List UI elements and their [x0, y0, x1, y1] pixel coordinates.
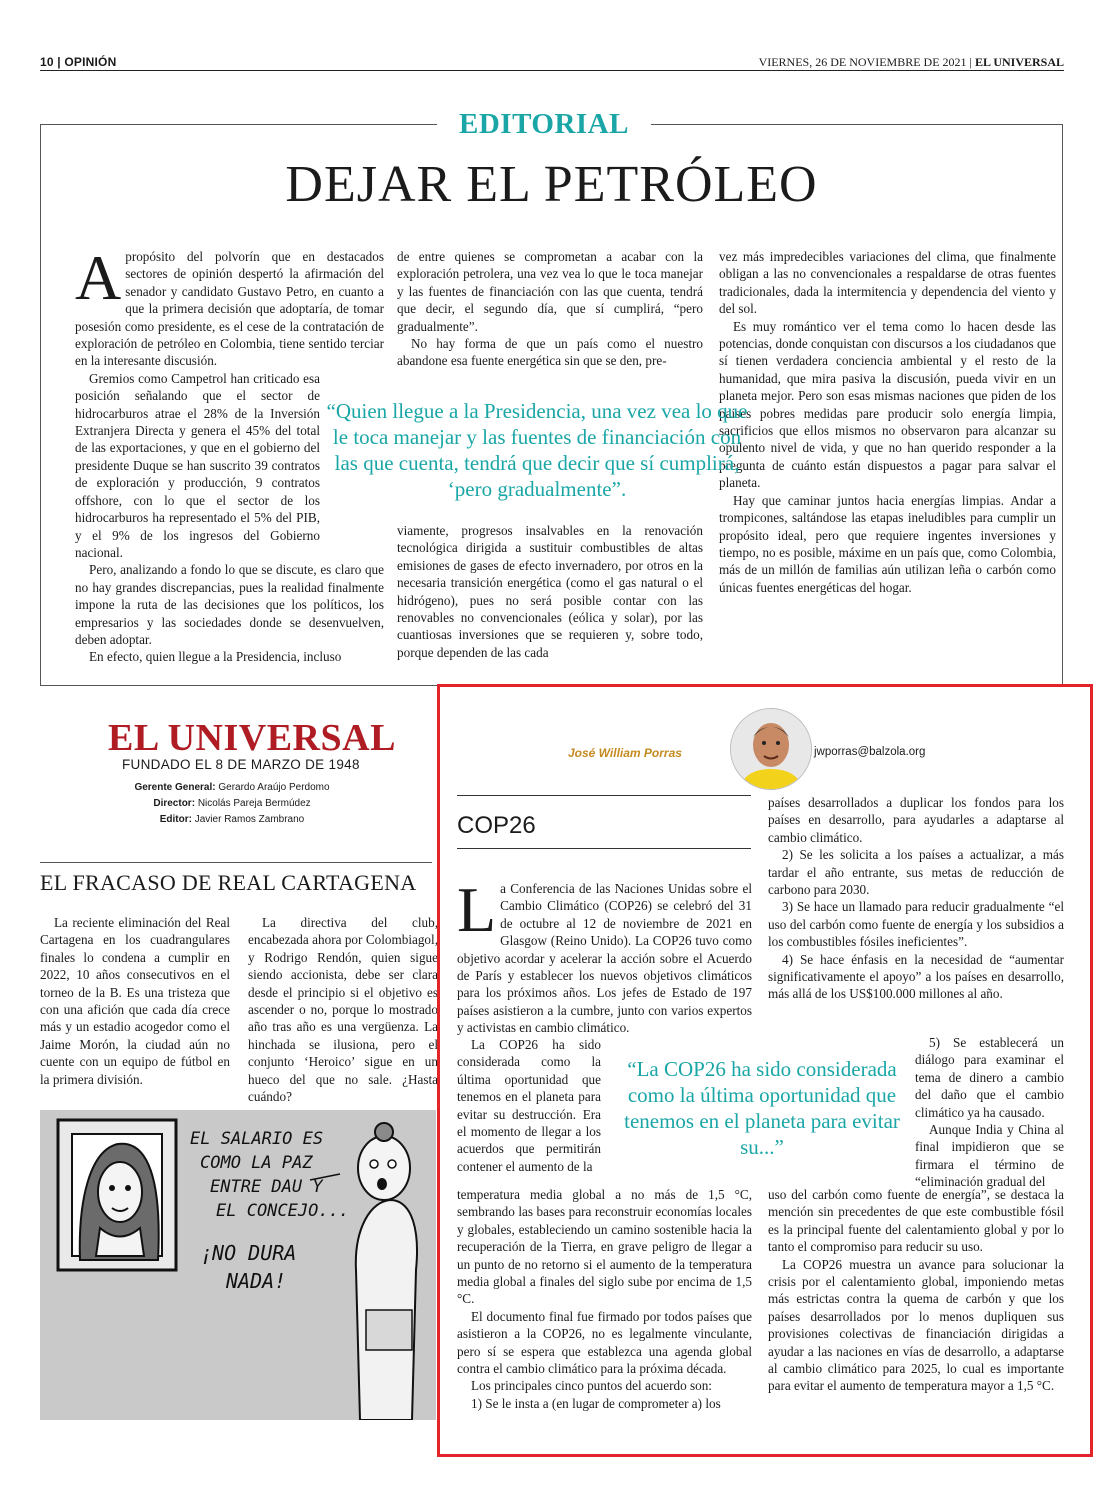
column-body-2c — [768, 1186, 1064, 1395]
column-paragraph: La COP26 ha sido considerada como la última oportunidad que tenemos en el planeta para evitar su destrucción. Era el momento de llegar a los acuerdos que permitirán contener el aumento de la — [457, 1037, 601, 1174]
column-paragraph: El documento final fue firmado por todos países que asistieron a la COP26, no es legalmente vinculante, pero sí se espera que establezca una agenda global contra el cambio climático para la próxima década. — [457, 1308, 752, 1377]
editorial-frame-top-right — [651, 124, 1063, 125]
column-paragraph: 3) Se hace un llamado para reducir gradualmente “el uso del carbón como fuente de energía y los subsidios a los combustibles fósiles ineficientes”. — [768, 899, 1064, 950]
staff-name: Gerardo Araújo Perdomo — [218, 782, 330, 793]
editorial-dropcap: A — [75, 242, 122, 313]
header-divider — [40, 70, 1064, 71]
secondary-column-1 — [40, 914, 230, 1088]
editorial-pullquote: “Quien llegue a la Presidencia, una vez vea lo que le toca manejar y las fuentes de financiación con las que cuenta, tendrá que decir que sí cumplirá, ‘pero gradualmente”. — [326, 399, 748, 501]
column-body-2b — [915, 1034, 1064, 1191]
secondary-column-2 — [248, 914, 438, 1105]
page-date-line — [759, 55, 1064, 70]
column-paragraph: La COP26 muestra un avance para solucionar la crisis por el calentamiento global, imponiendo metas más estrictas contra la quema de carbón y que los países desarrollados por lo menos dupliquen sus provisiones colectivas de financiación dirigidas a ayudar a las naciones en vías de desarrollo, a adaptarse al cambio climático para 2025, lo cual es importante para evitar el aumento de temperatura mayor a 1,5 °C. — [768, 1256, 1064, 1394]
staff-line — [82, 798, 382, 809]
column-body-1c — [457, 1186, 752, 1412]
secondary-headline: EL FRACASO DE REAL CARTAGENA — [40, 870, 417, 895]
column-paragraph: 4) Se hace énfasis en la necesidad de “aumentar significativamente el apoyo” a los países en desarrollo, más allá de los US$100.000 millones al año. — [768, 951, 1064, 1002]
column-paragraph: Aunque India y China al final impidieron que se firmara el término de “eliminación gradual del — [915, 1122, 1064, 1190]
editorial-paragraph: No hay forma de que un país como el nuestro abandone esa fuente energética sin que se den, pre- — [397, 336, 703, 369]
editorial-paragraph: viamente, progresos insalvables en la renovación tecnológica dirigida a sustituir combustibles de altas emisiones de gases de efecto invernadero, por otros en la necesaria transición energética (como el gas natural o el hidrógeno), pues no será posible contar con las renovables no convencionales (eólica y solar), por las cuantiosas inversiones que se requieren y, sobre todo, porque dependen de las cada — [397, 523, 703, 660]
editorial-cartoon — [40, 1110, 436, 1420]
column-paragraph: temperatura media global a no más de 1,5 °C, sembrando las bases para reconstruir economías locales y globales, estableciendo un camino sostenible hacia la recuperación de la Tierra, en grave peligro de llegar a un punto de no retorno si el aumento de la temperatura media global a finales del siglo sube por encima de 1,5 °C. — [457, 1187, 752, 1307]
editorial-paragraph: Hay que caminar juntos hacia energías limpias. Andar a trompicones, saltándose las etapas ineludibles para cumplir un propósito ideal, pero que requiere ingentes inversiones y tiempo, no es posible, máxime en un país que, como Colombia, más de un millón de familias aún utilizan leña o carbón como únicas fuentes energéticas del hogar. — [719, 492, 1056, 595]
cartoon-text: EL SALARIO ES — [190, 1129, 324, 1149]
editorial-column-2 — [397, 248, 703, 370]
editorial-paragraph: vez más impredecibles variaciones del clima, que finalmente obligan a las no convencionales a respaldarse de otras fuentes tradicionales, dada la intermitencia y dependencia del viento y del sol. — [719, 249, 1056, 317]
column-pullquote: “La COP26 ha sido considerada como la última oportunidad que tenemos en el planeta para evitar su...” — [624, 1057, 900, 1159]
editorial-headline: DEJAR EL PETRÓLEO — [285, 156, 818, 213]
editorial-column-2-continued — [397, 522, 703, 661]
staff-name: Nicolás Pareja Bermúdez — [197, 798, 311, 809]
staff-role: Director: — [153, 798, 196, 809]
column-paragraph: 2) Se les solicita a los países a actualizar, a más tardar el año entrante, sus metas de reducción de carbono para 2030. — [768, 847, 1064, 898]
editorial-paragraph: Es muy romántico ver el tema como lo hacen desde las potencias, donde conquistan con discursos a los ciudadanos que sí tienen verdadera conciencia ambiental y el resto de la humanidad, que mira pasiva la discusión, pueda vivir en un planeta mejor. Pero son esas mismas naciones que piden de los países pobres medidas pare producir solo energía limpia, sacrificios que ellos mismos no observaron para alcanzar su opulento nivel de vida, y que no han querido responder a la pregunta de cuánto están dispuestos a pagar para salvar el planeta. — [719, 318, 1056, 491]
editorial-label: EDITORIAL — [459, 108, 629, 140]
author-name: José William Porras — [568, 746, 682, 760]
column-paragraph: 5) Se establecerá un diálogo para examinar el tema de dinero a cambio del daño que el cambio climático ya ha causado. — [915, 1035, 1064, 1120]
column-paragraph: países desarrollados a duplicar los fondos para los países en desarrollo, para ayudarles a adaptarse al cambio climático. — [768, 795, 1064, 845]
column-body-2 — [768, 794, 1064, 1003]
editorial-paragraph: de entre quienes se comprometan a acabar con la exploración petrolera, una vez vea lo que le toca manejar y las fuentes de financiación con las que cuenta, tendrá que decir, el segundo día, que sí cumplirá, “pero gradualmente”. — [397, 249, 703, 334]
editorial-frame-top-left — [40, 124, 437, 125]
column-paragraph: a Conferencia de las Naciones Unidas sobre el Cambio Climático (COP26) se celebró del 31 de octubre al 12 de noviembre de 2021 en Glasgow (Reino Unido). La COP26 tuvo como objetivo acordar y acelerar la acción sobre el Acuerdo de París y establecer los nuevos objetivos climáticos para los próximos años. Los jefes de Estado de 197 países asistieron a la cumbre, junto con varios expertos y activistas en cambio climático. — [457, 881, 752, 1036]
date-text: VIERNES, 26 DE NOVIEMBRE DE 2021 | — [758, 55, 972, 69]
author-email[interactable]: jwporras@balzola.org — [814, 746, 926, 758]
cartoon-text: ENTRE DAU Y — [210, 1177, 323, 1197]
column-paragraph: uso del carbón como fuente de energía”, se destaca la mención sin precedentes de que este combustible fósil es la principal fuente del calentamiento global y por lo tanto el compromiso para reducir su uso. — [768, 1187, 1064, 1255]
column-title-divider-top — [457, 795, 751, 796]
column-dropcap: L — [457, 874, 497, 945]
editorial-paragraph: Gremios como Campetrol han criticado esa posición señalando que el sector de hidrocarburos atrae el 28% de la Inversión Extranjera Directa y genera el 45% del total de las exportaciones, y que en el gobierno del presidente Duque se han suscrito 39 contratos de exploración y producción, 9 contratos offshore, con lo que el sector de los hidrocarburos ha representado el 5% del PIB, y el 9% de los ingresos del Gobierno nacional. — [75, 370, 320, 560]
staff-line — [82, 814, 382, 825]
section-label: 10 | OPINIÓN — [40, 55, 117, 69]
editorial-column-3 — [719, 248, 1056, 596]
cartoon-text: EL CONCEJO... — [216, 1201, 350, 1221]
column-headline: COP26 — [457, 812, 536, 839]
column-paragraph: 1) Se le insta a (en lugar de comprometer a) los — [471, 1395, 721, 1411]
column-paragraph: Los principales cinco puntos del acuerdo son: — [471, 1378, 712, 1394]
secondary-paragraph: La reciente eliminación del Real Cartagena en los cuadrangulares finales lo condena a cumplir en 2022, 10 años consecutivos en el torneo de la B. Es una tristeza que con una afición que cada día crece más y un estadio acogedor como el Jaime Morón, la ciudad aún no cuente con un equipo de fútbol en la primera división. — [40, 915, 230, 1087]
section-divider — [40, 862, 432, 863]
column-body-1 — [457, 874, 752, 1037]
staff-line — [82, 782, 382, 793]
cartoon-text: ¡NO DURA — [200, 1241, 297, 1265]
cartoon-text: NADA! — [226, 1269, 287, 1293]
editorial-paragraph: En efecto, quien llegue a la Presidencia, incluso — [89, 649, 342, 665]
masthead-founded: FUNDADO EL 8 DE MARZO DE 1948 — [122, 757, 360, 772]
paper-name: EL UNIVERSAL — [974, 55, 1064, 69]
secondary-paragraph: La directiva del club, encabezada ahora por Colombiagol, y Rodrigo Rendón, quien sigue siendo accionista, debe ser clara desde el principio si el objetivo es ascender o no, porque lo mostrado año tras año es una vergüenza. La hinchada se ilusiona, pero el conjunto ‘Heroico’ sigue en un hueco del que no sale. ¿Hasta cuándo? — [248, 915, 438, 1105]
staff-role: Gerente General: — [134, 782, 216, 793]
cartoon-text: COMO LA PAZ — [200, 1153, 313, 1173]
editorial-paragraph: Pero, analizando a fondo lo que se discute, es claro que no hay grandes discrepancias, pues la realidad finalmente impone la ruta de las decisiones que los políticos, los empresarios y las sociedades donde se desenvuelven, deben adoptar. — [75, 562, 384, 647]
author-avatar — [730, 708, 812, 790]
column-body-1b — [457, 1036, 601, 1175]
masthead-logo: EL UNIVERSAL — [108, 717, 396, 759]
staff-name: Javier Ramos Zambrano — [194, 814, 305, 825]
staff-role: Editor: — [159, 814, 192, 825]
editorial-paragraph: propósito del polvorín que en destacados sectores de opinión despertó la afirmación del senador y candidato Gustavo Petro, en cuanto a que la primera decisión que adoptaría, de tomar posesión como presidente, es el cese de la contratación de exploración de petróleo en Colombia, tiene sentido terciar en la interesante discusión. — [75, 249, 384, 369]
column-title-divider-bottom — [457, 848, 751, 849]
